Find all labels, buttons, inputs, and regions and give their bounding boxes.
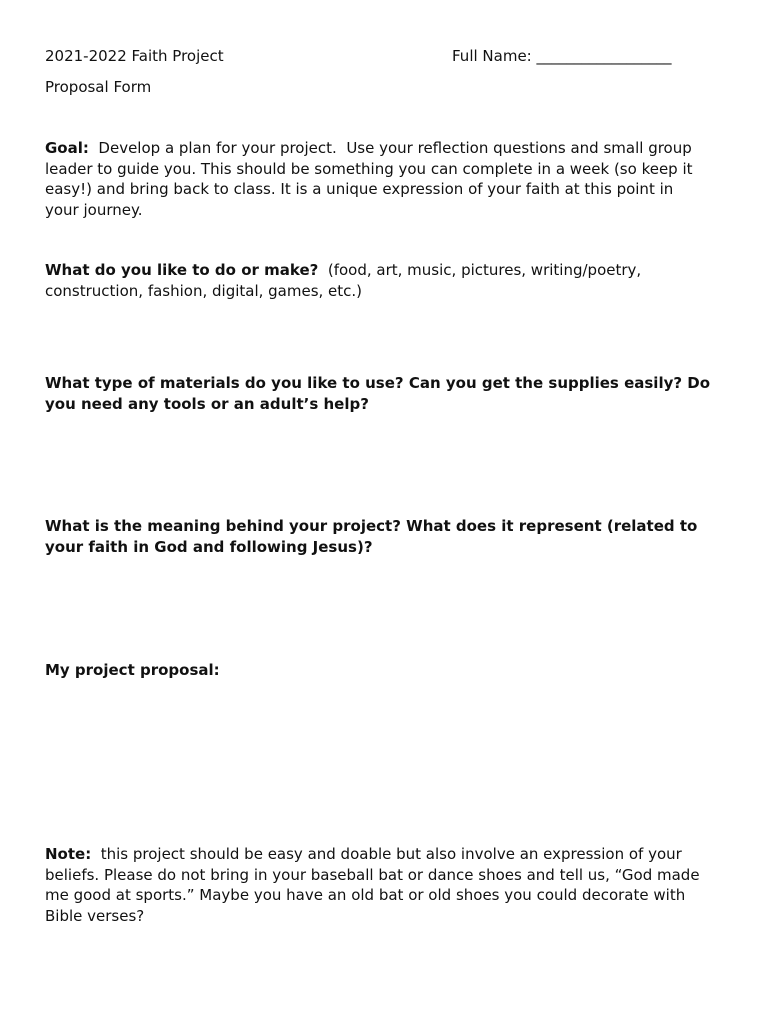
goal-line-3: easy!) and bring back to class. It is a unique expression of your faith at this point in <box>45 180 674 198</box>
note-text: this project should be easy and doable but also involve an expression of your <box>91 845 682 863</box>
note-line-4: Bible verses? <box>45 906 145 925</box>
question-materials-line-1: What type of materials do you like to use? Can you get the supplies easily? Do <box>45 374 711 392</box>
full-name-field[interactable]: Full Name: __________________ <box>452 47 672 65</box>
form-title: 2021-2022 Faith Project <box>45 47 224 65</box>
question-likes-label: What do you like to do or make? <box>45 261 319 279</box>
question-likes-hint: (food, art, music, pictures, writing/poetry, <box>318 261 642 279</box>
answer-area-meaning[interactable] <box>45 563 725 655</box>
question-meaning-line-1: What is the meaning behind your project? What does it represent (related to <box>45 517 698 535</box>
answer-area-proposal[interactable] <box>45 686 725 836</box>
question-proposal-label: My project proposal: <box>45 661 220 679</box>
question-likes-line-1 <box>45 260 641 281</box>
goal-text: Develop a plan for your project. Use your reflection questions and small group <box>88 139 692 157</box>
answer-area-materials[interactable] <box>45 420 725 512</box>
answer-area-likes[interactable] <box>45 306 725 368</box>
question-meaning-line-2: your faith in God and following Jesus)? <box>45 537 373 556</box>
question-likes-line-2: construction, fashion, digital, games, etc.) <box>45 281 363 300</box>
goal-line-2: leader to guide you. This should be something you can complete in a week (so keep it <box>45 159 693 178</box>
form-subtitle: Proposal Form <box>45 78 152 96</box>
note-line-2: beliefs. Please do not bring in your baseball bat or dance shoes and tell us, “God made <box>45 865 700 884</box>
goal-line-4: your journey. <box>45 200 143 219</box>
question-materials-line-2: you need any tools or an adult’s help? <box>45 394 369 413</box>
goal-line-1 <box>45 138 692 159</box>
note-line-1 <box>45 844 682 865</box>
note-line-3: me good at sports.” Maybe you have an old bat or old shoes you could decorate with <box>45 886 686 904</box>
goal-label: Goal: <box>45 139 89 157</box>
note-label: Note: <box>45 845 92 863</box>
